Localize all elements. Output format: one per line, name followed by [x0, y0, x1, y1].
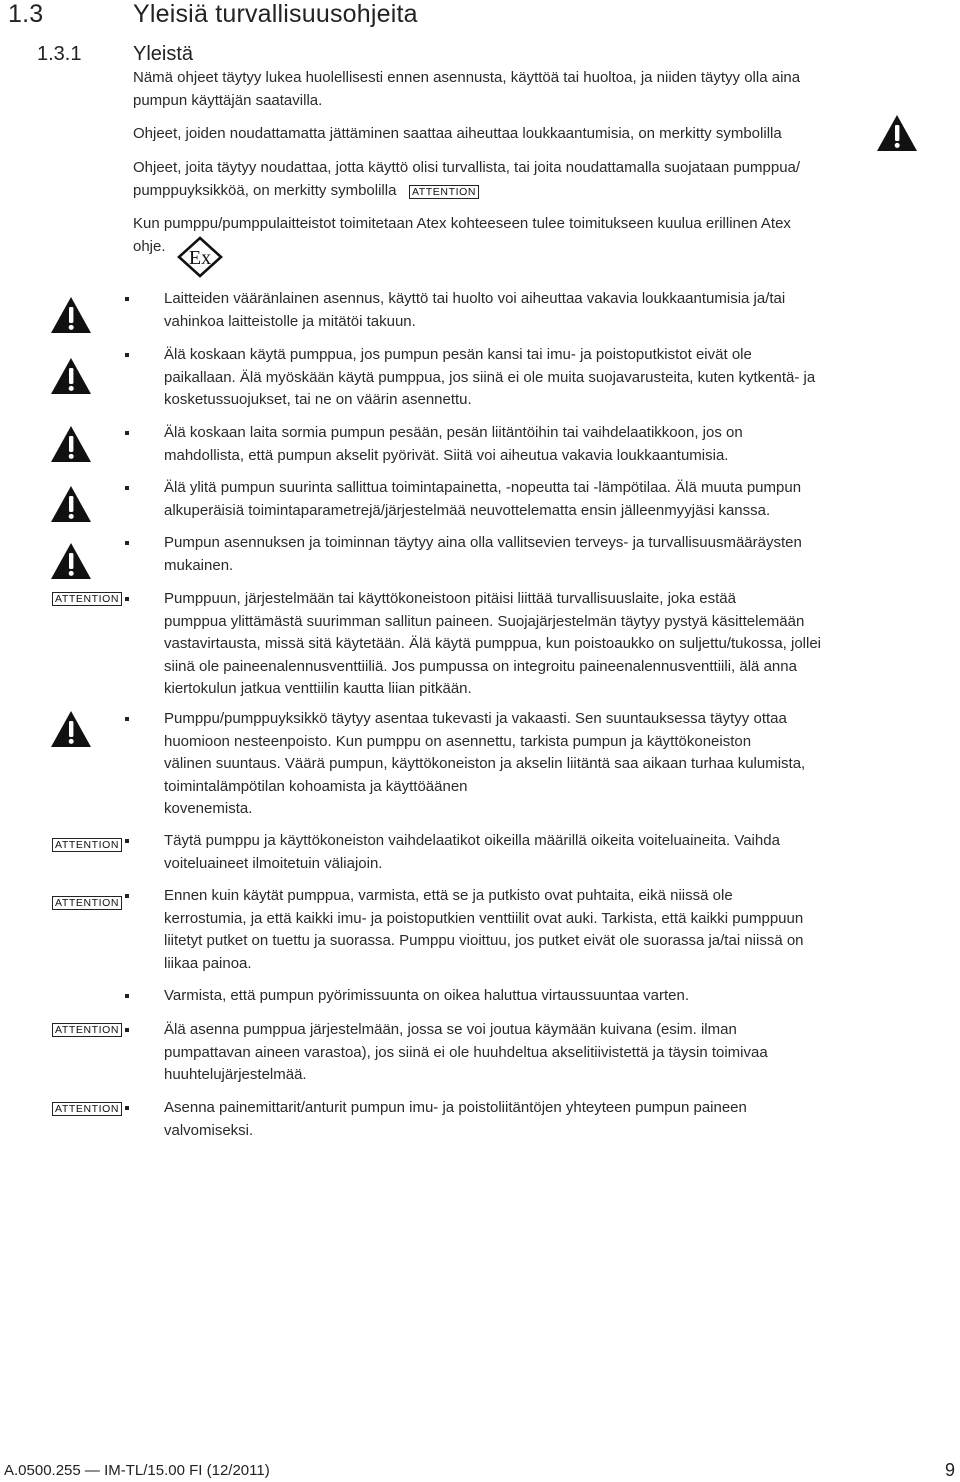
bullet-marker: [125, 597, 129, 601]
warning-icon: [876, 114, 918, 152]
bullet-marker: [125, 431, 129, 435]
intro-paragraph-4: Kun pumppu/pumppulaitteistot toimitetaan Atex kohteeseen tulee toimitukseen kuulua erillinen Atex ohje.: [133, 215, 791, 255]
warning-icon: [50, 542, 92, 580]
intro-paragraph-1: Nämä ohjeet täytyy lukea huolellisesti ennen asennusta, käyttöä tai huoltoa, ja niiden täytyy olla aina pumpun käyttäjän saatavilla.: [133, 69, 801, 109]
page-number: 9: [945, 1460, 956, 1480]
list-item: Pumppu/pumppuyksikkö täytyy asentaa tukevasti ja vakaasti. Sen suuntauksessa täytyy ottaa huomioon nesteenpoisto. Kun pumppu on asennettu, tarkista pumpun ja käyttökoneiston välinen suuntaus. Väärä pumpun, käyttökoneiston ja akselin liitäntä saa aikaan turhaa kulumista, toimintalämpötilan kohoamista ja käyttöäänen kovenemista.: [164, 710, 806, 817]
list-item: Älä asenna pumppua järjestelmään, jossa se voi joutua käymään kuivana (esim. ilman pumpattavan aineen varastoa), jos siinä ei ole huuhdeltua akselitiivistettä ja täysin toimivaa huuhtelujärjestelmää.: [164, 1021, 768, 1083]
bullet-marker: [125, 486, 129, 490]
attention-label: ATTENTION: [52, 592, 122, 606]
section-number: 1.3: [8, 0, 44, 28]
list-item: Pumpun asennuksen ja toiminnan täytyy aina olla vallitsevien terveys- ja turvallisuusmääräysten mukainen.: [164, 534, 802, 574]
bullet-marker: [125, 717, 129, 721]
bullet-marker: [125, 839, 129, 843]
attention-label: ATTENTION: [52, 1023, 122, 1037]
bullet-marker: [125, 1028, 129, 1032]
section-title: Yleisiä turvallisuusohjeita: [133, 0, 418, 28]
subsection-number: 1.3.1: [37, 43, 82, 65]
bullet-marker: [125, 297, 129, 301]
attention-label: ATTENTION: [52, 1102, 122, 1116]
list-item: Laitteiden vääränlainen asennus, käyttö tai huolto voi aiheuttaa vakavia loukkaantumisia ja/tai vahinkoa laitteistolle ja mitätöi takuun.: [164, 290, 786, 330]
warning-icon: [50, 296, 92, 334]
warning-icon: [50, 710, 92, 748]
warning-icon: [50, 425, 92, 463]
ex-atex-icon: [176, 236, 224, 278]
attention-label: ATTENTION: [409, 185, 479, 199]
bullet-marker: [125, 894, 129, 898]
attention-label: ATTENTION: [52, 896, 122, 910]
intro-paragraph-2: Ohjeet, joiden noudattamatta jättäminen saattaa aiheuttaa loukkaantumisia, on merkitty symbolilla: [133, 125, 782, 142]
list-item: Varmista, että pumpun pyörimissuunta on oikea haluttua virtaussuuntaa varten.: [164, 987, 690, 1004]
list-item: Ennen kuin käytät pumppua, varmista, että se ja putkisto ovat puhtaita, eikä niissä ole kerrostumia, ja että kaikki imu- ja poistoputkien venttiilit ovat auki. Tarkista, että kaikki pumppuun liitetyt putket on tuettu ja suorassa. Pumppu vioittuu, jos putket eivät ole suorassa ja/tai niissä on liikaa painoa.: [164, 887, 804, 972]
list-item: Täytä pumppu ja käyttökoneiston vaihdelaatikot oikeilla määrillä oikeita voiteluaineita. Vaihda voiteluaineet ilmoitetuin väliajoin.: [164, 832, 780, 872]
list-item: Älä koskaan käytä pumppua, jos pumpun pesän kansi tai imu- ja poistoputkistot eivät ole paikallaan. Älä myöskään käytä pumppua, jos siinä ei ole muita suojavarusteita, kuten kytkentä- ja kosketussuojukset, tai ne on väärin asennettu.: [164, 346, 816, 408]
list-item: Pumppuun, järjestelmään tai käyttökoneistoon pitäisi liittää turvallisuuslaite, joka estää pumppua ylittämästä suurimman sallitun paineen. Suojajärjestelmän täytyy pystyä käsittelemään vastavirtausta, missä sitä käytetään. Älä käytä pumppua, kun poistoaukko on suljettu/tukossa, jollei siinä ole paineenalennusventtiiliä. Jos pumpussa on integroitu paineenalennusventtiili, älä anna kiertokulun jatkua venttiilin kautta liian pitkään.: [164, 590, 822, 697]
subsection-title: Yleistä: [133, 43, 194, 65]
svg-text:Ex: Ex: [188, 247, 212, 269]
attention-label: ATTENTION: [52, 838, 122, 852]
intro-paragraph-3: Ohjeet, joita täytyy noudattaa, jotta käyttö olisi turvallista, tai joita noudattamalla suojataan pumppua/ pumppuyksikköä, on merkitty symbolilla ATTENTION: [133, 159, 801, 199]
list-item: Asenna painemittarit/anturit pumpun imu- ja poistoliitäntöjen yhteyteen pumpun paineen valvomiseksi.: [164, 1099, 747, 1139]
warning-icon: [50, 485, 92, 523]
bullet-marker: [125, 541, 129, 545]
bullet-marker: [125, 994, 129, 998]
list-item: Älä ylitä pumpun suurinta sallittua toimintapainetta, -nopeutta tai -lämpötilaa. Älä muuta pumpun alkuperäisiä toimintaparametrejä/järjestelmää neuvottelematta ensin jälleenmyyjäsi kanssa.: [164, 479, 802, 519]
warning-icon: [50, 357, 92, 395]
footer-doc-code: A.0500.255 — IM-TL/15.00 FI (12/2011): [4, 1462, 270, 1479]
bullet-marker: [125, 1106, 129, 1110]
bullet-marker: [125, 353, 129, 357]
list-item: Älä koskaan laita sormia pumpun pesään, pesän liitäntöihin tai vaihdelaatikkoon, jos on mahdollista, että pumpun akselit pyörivät. Siitä voi aiheutua vakavia loukkaantumisia.: [164, 424, 743, 464]
